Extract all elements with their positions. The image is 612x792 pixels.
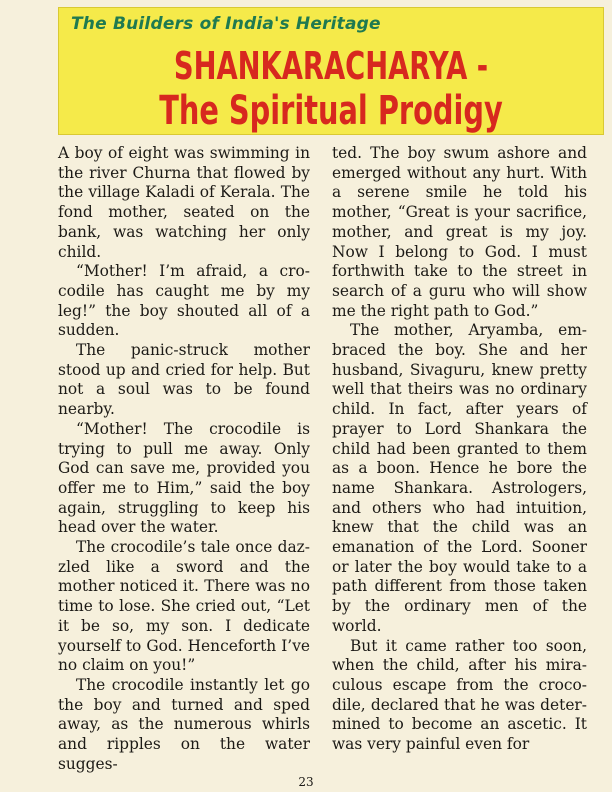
right-column: [332, 144, 587, 755]
article-title-line2: The Spiritual Prodigy: [159, 88, 503, 134]
title-banner: [58, 7, 604, 135]
left-column: [58, 144, 310, 775]
article-title-line1: SHANKARACHARYA -: [173, 44, 489, 88]
paragraph: The mother, Aryamba, embraced the boy. She and her husband, Sivaguru, knew pretty well that theirs was no ordinary child. In fact, after years of prayer to Lord Shankara the child had been granted to them as a boon. Hence he bore the name Shankara. Astrologers, and others who had intuition, knew that the child was an emanation of the Lord. Sooner or later the boy would take to a path different from those taken by the ordinary men of the world.: [332, 321, 587, 635]
paragraph: The crocodile’s tale once dazzled like a sword and the mother noticed it. There was no time to lose. She cried out, “Let it be so, my son. I dedicate yourself to God. Henceforth I’ve no claim on you!”: [58, 538, 310, 675]
paragraph: But it came rather too soon, when the child, after his miraculous escape from the crocodile, declared that he was determined to become an ascetic. It was very painful even for: [332, 636, 587, 754]
paragraph: A boy of eight was swimming in the river Churna that flowed by the village Kaladi of Kerala. The fond mother, seated on the bank, was watching her only child.: [58, 144, 310, 261]
series-title: The Builders of India's Heritage: [71, 14, 381, 34]
paragraph: The crocodile instantly let go the boy and turned and sped away, as the numerous whirls and ripples on the water sugges-: [58, 675, 310, 773]
paragraph: The panic-struck mother stood up and cried for help. But not a soul was to be found nearby.: [58, 341, 310, 419]
paragraph: ted. The boy swum ashore and emerged without any hurt. With a serene smile he told his mother, “Great is your sacrifice, mother, and great is my joy. Now I belong to God. I must forthwith take to the street in search of a guru who will show me the right path to God.”: [332, 144, 587, 320]
paragraph: “Mother! I’m afraid, a crocodile has caught me by my leg!” the boy shouted all of a sudden.: [58, 262, 310, 340]
page-number: 23: [298, 775, 314, 789]
paragraph: “Mother! The crocodile is trying to pull me away. Only God can save me, provided you offer me to Him,” said the boy again, struggling to keep his head over the water.: [58, 419, 310, 537]
